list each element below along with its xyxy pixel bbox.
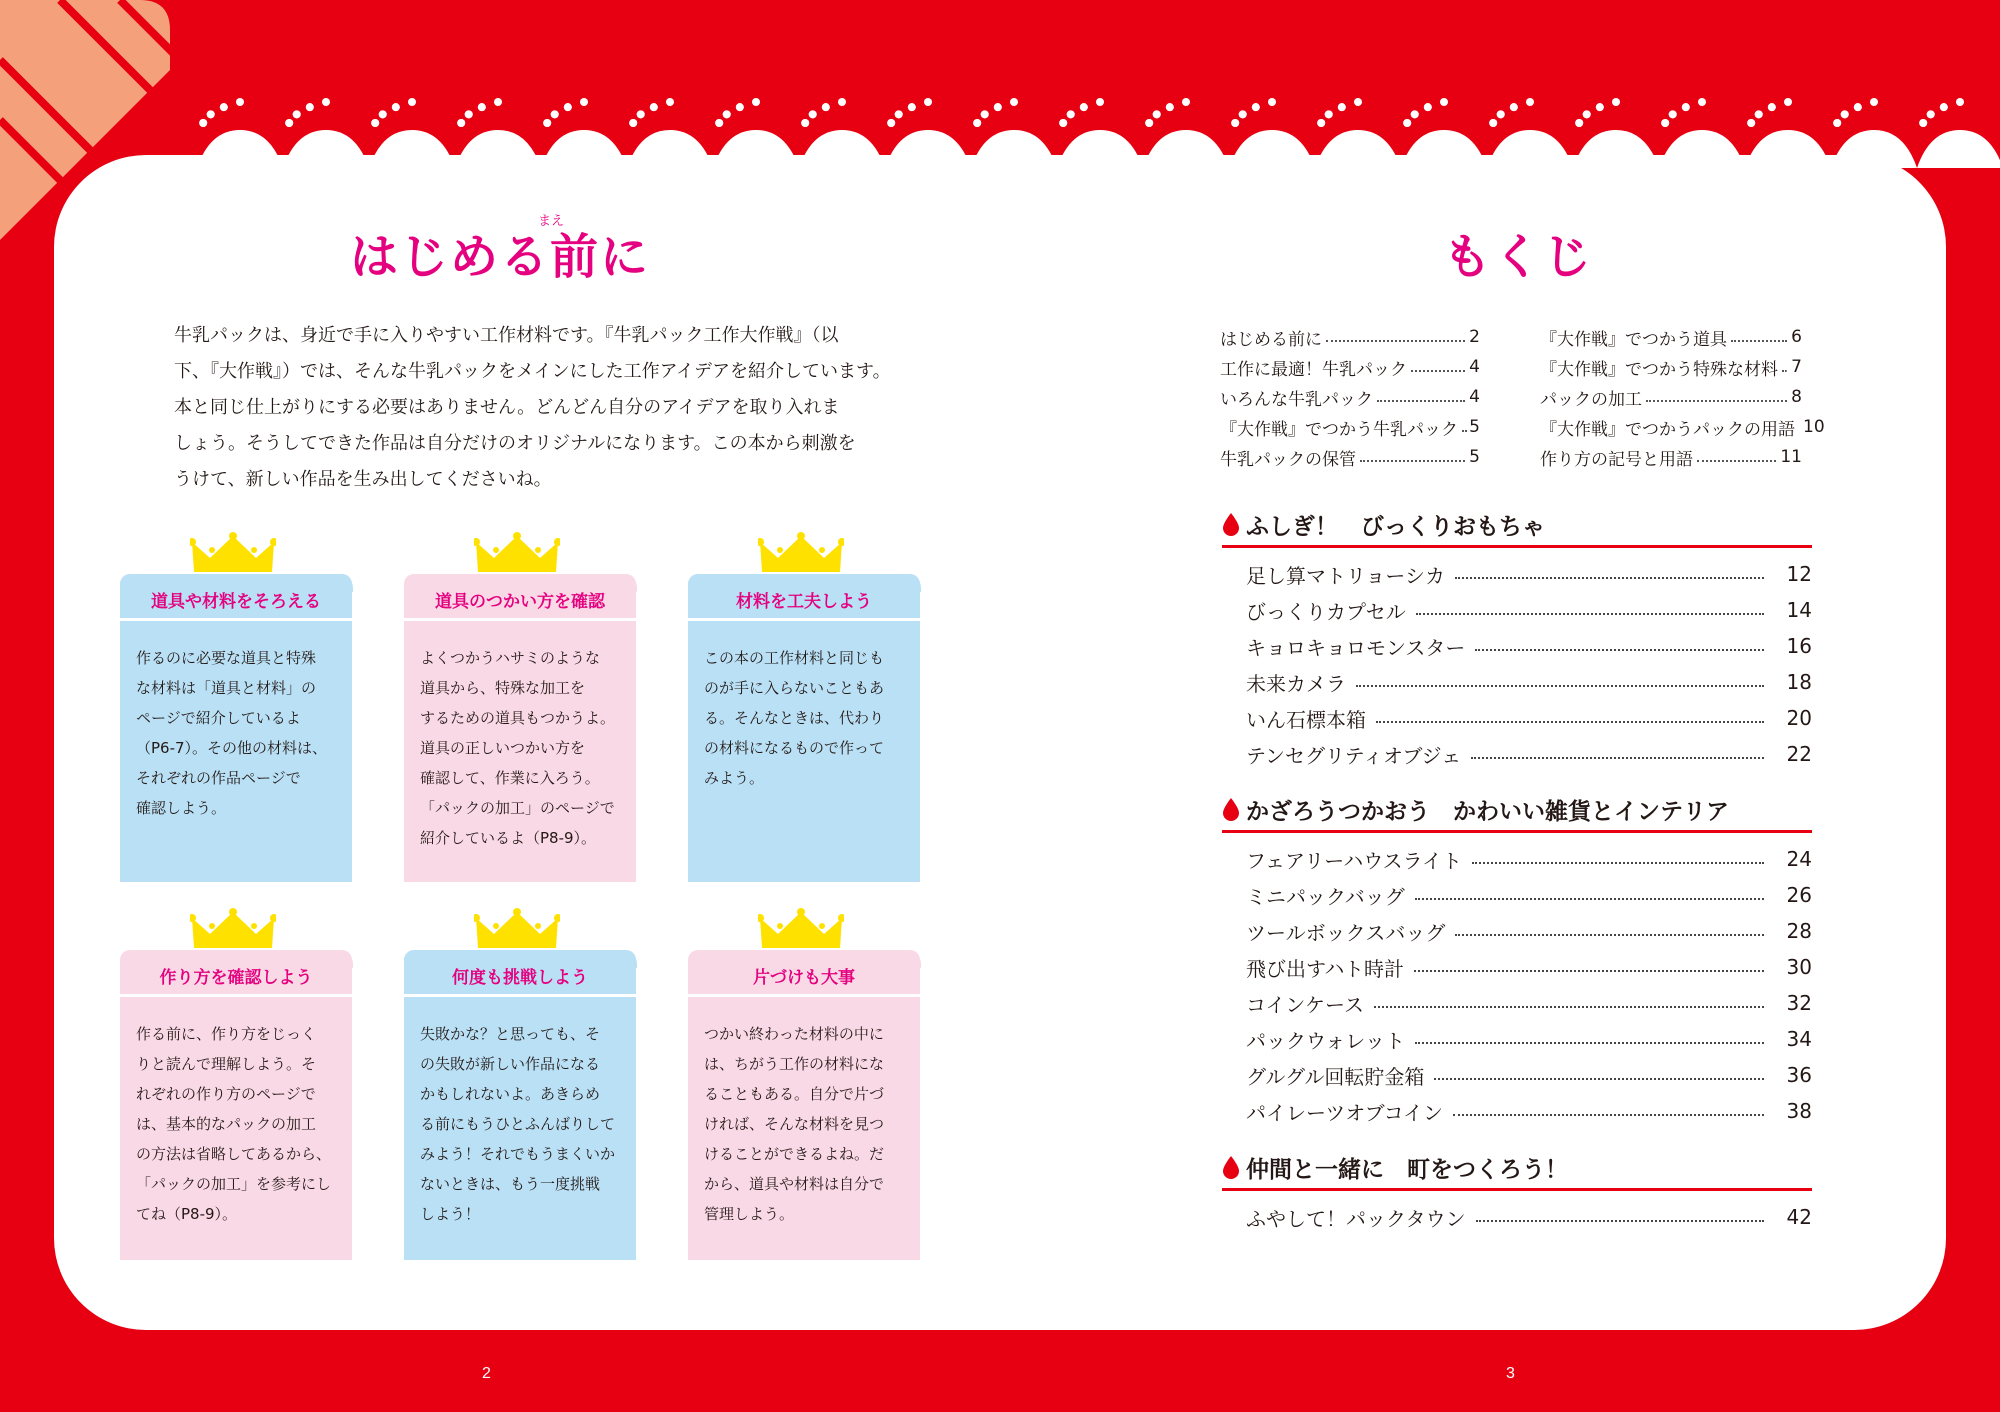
toc-item-page: 34: [1786, 1027, 1812, 1051]
toc-section-heading: [1222, 1146, 1812, 1191]
toc-item[interactable]: [1220, 352, 1480, 382]
scallop-dot: [908, 103, 916, 111]
scallop-dot: [895, 110, 903, 118]
scallop-dot: [306, 103, 314, 111]
scallop-dot: [1440, 98, 1448, 106]
toc-item-label: パイレーツオブコイン: [1246, 1100, 1443, 1125]
leader-dots: [1414, 970, 1764, 972]
scallop-dot: [924, 98, 932, 106]
crown-icon: [190, 532, 276, 576]
tip-card: [688, 950, 920, 1260]
crown-icon: [474, 908, 560, 952]
toc-item-label: コインケース: [1246, 992, 1364, 1017]
toc-item[interactable]: [1222, 985, 1812, 1021]
scallop-dot: [1231, 119, 1239, 127]
scallop-dot: [1575, 119, 1583, 127]
scallop-dot: [580, 98, 588, 106]
toc-item-page: 38: [1786, 1099, 1812, 1123]
toc-item-label: 工作に最適！牛乳パック: [1220, 359, 1407, 380]
scallop-dot: [1067, 110, 1075, 118]
toc-item[interactable]: [1220, 412, 1480, 442]
leader-dots: [1471, 757, 1764, 759]
toc-section: [1222, 1146, 1812, 1235]
toc-item-page: 24: [1786, 847, 1812, 871]
toc-item-page: 28: [1786, 919, 1812, 943]
scallop-dot: [1784, 98, 1792, 106]
toc-item-label: 足し算マトリョーシカ: [1246, 563, 1445, 588]
tip-card-body: 失敗かな？と思っても、そ の失敗が新しい作品になる かもしれないよ。あきらめ る前にもうひとふんばりして みよう！それでもうまくいか ないときは、もう一度挑戦 しよう！: [404, 997, 636, 1260]
toc-item-page: 8: [1791, 387, 1802, 407]
scallop-dot: [1166, 103, 1174, 111]
toc-item-label: グルグル回転貯金箱: [1246, 1064, 1425, 1089]
toc-section: [1222, 788, 1812, 1129]
scallop-dot: [1612, 98, 1620, 106]
toc-item-page: 6: [1791, 327, 1802, 347]
page-number-left: 2: [482, 1365, 491, 1382]
toc-item-page: 4: [1469, 357, 1480, 377]
leader-dots: [1476, 1220, 1764, 1222]
intro-line: 本と同じ仕上がりにする必要はありません。どんどん自分のアイデアを取り入れま: [174, 397, 840, 418]
toc-intro-right: [1540, 322, 1825, 472]
scallop-dot: [1919, 119, 1927, 127]
scallop-dot: [1870, 98, 1878, 106]
title-ruby: まえ: [538, 214, 565, 229]
scallop-dot: [1268, 98, 1276, 106]
scallop-dot: [1411, 110, 1419, 118]
leader-dots: [1453, 1114, 1764, 1116]
toc-item-label: 牛乳パックの保管: [1220, 449, 1356, 470]
scallop-dot: [1338, 103, 1346, 111]
scallop-dot: [637, 110, 645, 118]
leader-dots: [1782, 370, 1787, 372]
scallop-dot: [736, 103, 744, 111]
toc-item-label: 飛び出すハト時計: [1246, 956, 1404, 981]
toc-item[interactable]: [1222, 556, 1812, 592]
intro-line: 下、『大作戦』）では、そんな牛乳パックをメインにした工作アイデアを紹介しています。: [174, 361, 891, 382]
toc-item-label: テンセグリティオブジェ: [1246, 743, 1462, 768]
toc-item[interactable]: [1222, 1021, 1812, 1057]
toc-item-label: ミニパックバッグ: [1246, 884, 1405, 909]
toc-item-label: いん石標本箱: [1246, 707, 1366, 732]
scallop-dot: [408, 98, 416, 106]
scallop-dot: [371, 119, 379, 127]
toc-item[interactable]: [1540, 442, 1802, 472]
toc-item-page: 36: [1786, 1063, 1812, 1087]
intro-line: しょう。そうしてできた作品は自分だけのオリジナルになります。この本から刺激を: [174, 433, 856, 454]
page-number-right: 3: [1506, 1365, 1515, 1382]
tip-card-body: よくつかうハサミのような 道具から、特殊な加工を するための道具もつかうよ。 道具の正しいつかい方を 確認して、作業に入ろう。 「パックの加工」のページで 紹介しているよ（P8-9）。: [404, 621, 636, 882]
toc-item-page: 14: [1786, 598, 1812, 622]
scallop-dot: [236, 98, 244, 106]
toc-item-label: 『大作戦』でつかうパックの用語: [1540, 419, 1795, 440]
scallop-dot: [1317, 119, 1325, 127]
crown-icon: [758, 908, 844, 952]
toc-item[interactable]: [1222, 736, 1812, 772]
tip-card-title: 道具や材料をそろえる: [120, 574, 352, 618]
scallop-dot: [1682, 103, 1690, 111]
toc-item-page: 12: [1786, 562, 1812, 586]
intro-line: 牛乳パックは、身近で手に入りやすい工作材料です。『牛乳パック工作大作戦』（以: [174, 325, 839, 346]
tip-card: [120, 950, 352, 1260]
leader-dots: [1376, 721, 1764, 723]
scallop-dot: [1940, 103, 1948, 111]
toc-item-label: 『大作戦』でつかう道具: [1540, 329, 1727, 350]
leader-dots: [1455, 934, 1764, 936]
intro-line: うけて、新しい作品を生み出してくださいね。: [174, 469, 552, 490]
scallop-dot: [715, 119, 723, 127]
scallop-dot: [1669, 110, 1677, 118]
leader-dots: [1731, 340, 1787, 342]
toc-item-label: ふやして！パックタウン: [1246, 1206, 1466, 1231]
drop-icon: [1222, 1155, 1240, 1179]
toc-item[interactable]: [1220, 322, 1480, 352]
toc-intro-left: [1220, 322, 1480, 472]
scallop-dot: [322, 98, 330, 106]
scallop-dot: [1153, 110, 1161, 118]
toc-section-heading: [1222, 503, 1812, 548]
tip-card: [404, 950, 636, 1260]
crown-icon: [758, 532, 844, 576]
scallop-dot: [1403, 119, 1411, 127]
toc-section-title: 仲間と一緒に 町をつくろう！: [1246, 1156, 1568, 1183]
toc-item-label: いろんな牛乳パック: [1220, 389, 1373, 410]
scallop-dot: [1833, 119, 1841, 127]
toc-item-page: 10: [1803, 417, 1825, 437]
scallop-dot: [1424, 103, 1432, 111]
leader-dots: [1377, 400, 1465, 402]
toc-item[interactable]: [1222, 949, 1812, 985]
scallop-dot: [809, 110, 817, 118]
scallop-dot: [887, 119, 895, 127]
scallop-dot: [1854, 103, 1862, 111]
toc-item-page: 22: [1786, 742, 1812, 766]
toc-item-page: 20: [1786, 706, 1812, 730]
toc-item-label: はじめる前に: [1220, 329, 1322, 350]
toc-item-label: パックウォレット: [1246, 1028, 1405, 1053]
leader-dots: [1472, 862, 1764, 864]
tip-card-body: この本の工作材料と同じも のが手に入らないこともあ る。そんなときは、代わり の材料になるもので作って みよう。: [688, 621, 920, 882]
scallop-dot: [629, 119, 637, 127]
scallop-dot: [199, 119, 207, 127]
toc-item-label: びっくりカプセル: [1246, 599, 1406, 624]
toc-section-title: かざろうつかおう かわいい雑貨とインテリア: [1246, 798, 1729, 825]
toc-item-page: 7: [1791, 357, 1802, 377]
toc-section-title: ふしぎ！ びっくりおもちゃ: [1246, 513, 1545, 540]
leader-dots: [1416, 613, 1764, 615]
toc-item-page: 2: [1469, 327, 1480, 347]
toc-item[interactable]: [1540, 382, 1802, 412]
scallop-dot: [752, 98, 760, 106]
scallop-dot: [1526, 98, 1534, 106]
scallop-dot: [379, 110, 387, 118]
scallop-dot: [666, 98, 674, 106]
leader-dots: [1646, 400, 1787, 402]
toc-item[interactable]: [1540, 352, 1802, 382]
intro-text: [174, 318, 891, 498]
toc-section-heading: [1222, 788, 1812, 833]
scallop-dot: [1497, 110, 1505, 118]
toc-item[interactable]: [1222, 1057, 1812, 1093]
scallop-dot: [822, 103, 830, 111]
scallop-dot: [465, 110, 473, 118]
toc-item[interactable]: [1540, 412, 1825, 442]
scallop-dot: [1747, 119, 1755, 127]
scallop-dot: [1510, 103, 1518, 111]
toc-item-label: キョロキョロモンスター: [1246, 635, 1466, 660]
scallop-dot: [650, 103, 658, 111]
scallop-dot: [494, 98, 502, 106]
leader-dots: [1475, 649, 1764, 651]
scallop-dot: [551, 110, 559, 118]
tip-card-title: 道具のつかい方を確認: [404, 574, 636, 618]
toc-item-label: パックの加工: [1540, 389, 1642, 410]
scallop-dot: [1059, 119, 1067, 127]
scallop-arc: [1917, 130, 2000, 168]
scallop-dot: [207, 110, 215, 118]
scallop-dot: [1182, 98, 1190, 106]
scallop-dot: [1354, 98, 1362, 106]
leader-dots: [1360, 460, 1465, 462]
toc-item[interactable]: [1220, 382, 1480, 412]
tip-card-title: 片づけも大事: [688, 950, 920, 994]
scallop-dot: [994, 103, 1002, 111]
toc-item[interactable]: [1222, 1093, 1812, 1129]
scallop-dot: [1841, 110, 1849, 118]
leader-dots: [1411, 370, 1465, 372]
scallop-dot: [973, 119, 981, 127]
tip-card: [120, 574, 352, 882]
scallop-dot: [1252, 103, 1260, 111]
toc-item[interactable]: [1222, 877, 1812, 913]
toc-item[interactable]: [1222, 664, 1812, 700]
tip-card: [688, 574, 920, 882]
leader-dots: [1415, 898, 1764, 900]
scallop-dot: [1698, 98, 1706, 106]
crown-icon: [474, 532, 560, 576]
scallop-dot: [981, 110, 989, 118]
toc-item[interactable]: [1222, 700, 1812, 736]
toc-item[interactable]: [1220, 442, 1480, 472]
toc-item-label: 未来カメラ: [1246, 671, 1346, 696]
scallop-dot: [1956, 98, 1964, 106]
scallop-dot: [801, 119, 809, 127]
toc-item-label: 『大作戦』でつかう牛乳パック: [1220, 419, 1458, 440]
scallop-dot: [478, 103, 486, 111]
scallop-dot: [1145, 119, 1153, 127]
toc-item[interactable]: [1222, 913, 1812, 949]
toc-item-page: 11: [1780, 447, 1802, 467]
leader-dots: [1462, 430, 1465, 432]
scallop-dot: [1325, 110, 1333, 118]
page-title-left: はじめる前に: [350, 229, 651, 285]
scallop-dot: [285, 119, 293, 127]
tip-card-body: 作るのに必要な道具と特殊 な材料は「道具と材料」の ページで紹介しているよ （P6-7）。その他の材料は、 それぞれの作品ページで 確認しよう。: [120, 621, 352, 882]
leader-dots: [1697, 460, 1776, 462]
scallop-dot: [293, 110, 301, 118]
toc-item-page: 18: [1786, 670, 1812, 694]
scallop-dot: [1489, 119, 1497, 127]
scallop-dot: [392, 103, 400, 111]
tip-card-body: 作る前に、作り方をじっく りと読んで理解しよう。そ れぞれの作り方のページで は、基本的なパックの加工 の方法は省略してあるから、 「パックの加工」を参考にし てね（P8-9）。: [120, 997, 352, 1260]
toc-item-page: 5: [1469, 417, 1480, 437]
toc-section: [1222, 503, 1812, 772]
tip-card-title: 作り方を確認しよう: [120, 950, 352, 994]
toc-item[interactable]: [1222, 592, 1812, 628]
toc-item-label: 『大作戦』でつかう特殊な材料: [1540, 359, 1778, 380]
scallop-dot: [220, 103, 228, 111]
toc-item[interactable]: [1222, 841, 1812, 877]
scallop-dot: [838, 98, 846, 106]
leader-dots: [1455, 577, 1764, 579]
leader-dots: [1326, 340, 1465, 342]
toc-item-page: 16: [1786, 634, 1812, 658]
toc-item[interactable]: [1540, 322, 1802, 352]
scallop-dot: [1080, 103, 1088, 111]
toc-item-page: 42: [1786, 1205, 1812, 1229]
toc-item-label: 作り方の記号と用語: [1540, 449, 1693, 470]
toc-item-page: 5: [1469, 447, 1480, 467]
leader-dots: [1434, 1078, 1764, 1080]
scallop-dot: [1596, 103, 1604, 111]
toc-item-page: 4: [1469, 387, 1480, 407]
toc-item[interactable]: [1222, 628, 1812, 664]
tip-card: [404, 574, 636, 882]
drop-icon: [1222, 797, 1240, 821]
toc-item-label: フェアリーハウスライト: [1246, 848, 1462, 873]
scallop-dot: [564, 103, 572, 111]
scallop-dot: [457, 119, 465, 127]
scallop-dot: [1755, 110, 1763, 118]
crown-icon: [190, 908, 276, 952]
scallop-dot: [723, 110, 731, 118]
tip-card-title: 材料を工夫しよう: [688, 574, 920, 618]
scallop-dot: [1927, 110, 1935, 118]
scallop-dot: [543, 119, 551, 127]
leader-dots: [1356, 685, 1764, 687]
scallop-dot: [1010, 98, 1018, 106]
tip-card-body: つかい終わった材料の中に は、ちがう工作の材料にな ることもある。自分で片づ ければ、そんな材料を見つ けることができるよね。だ から、道具や材料は自分で 管理しよう。: [688, 997, 920, 1260]
tip-card-title: 何度も挑戦しよう: [404, 950, 636, 994]
toc-item-page: 26: [1786, 883, 1812, 907]
scallop-dot: [1768, 103, 1776, 111]
scallop-dot: [1096, 98, 1104, 106]
page-title-right: もくじ: [1443, 229, 1594, 285]
scallop-dot: [1661, 119, 1669, 127]
toc-item[interactable]: [1222, 1199, 1812, 1235]
drop-icon: [1222, 512, 1240, 536]
scallop-dot: [1239, 110, 1247, 118]
toc-item-label: ツールボックスバッグ: [1246, 920, 1446, 945]
leader-dots: [1374, 1006, 1764, 1008]
leader-dots: [1415, 1042, 1764, 1044]
toc-item-page: 30: [1786, 955, 1812, 979]
scallop-dot: [1583, 110, 1591, 118]
toc-item-page: 32: [1786, 991, 1812, 1015]
